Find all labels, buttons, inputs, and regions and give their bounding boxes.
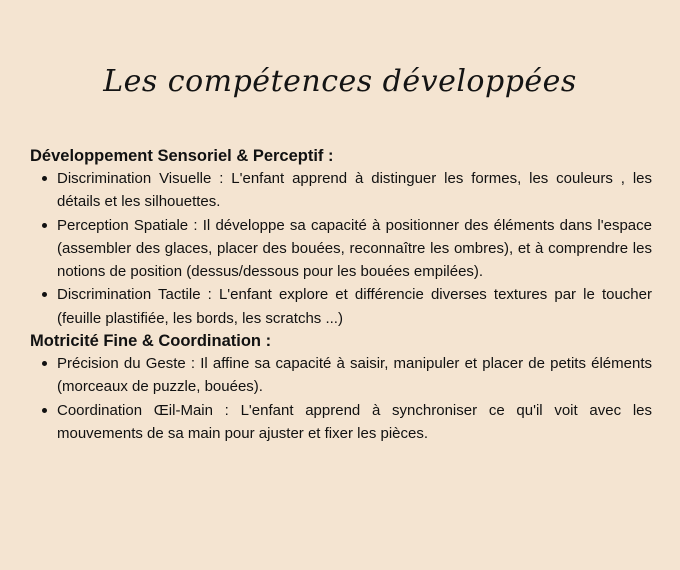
list-item: Discrimination Tactile : L'enfant explore et différencie diverses textures par le toucher (feuille plastifiée, les bords, les scratchs ...) <box>57 283 652 330</box>
bullet-list <box>30 352 652 445</box>
section-motricite-coordination <box>30 330 652 445</box>
bullet-list <box>30 167 652 330</box>
list-item: Discrimination Visuelle : L'enfant apprend à distinguer les formes, les couleurs , les détails et les silhouettes. <box>57 167 652 214</box>
list-item: Perception Spatiale : Il développe sa capacité à positionner des éléments dans l'espace (assembler des glaces, placer des bouées, reconnaître les ombres), et à comprendre les notions de position (dessus/dessous pour les bouées empilées). <box>57 214 652 284</box>
section-sensoriel-perceptif <box>30 145 652 330</box>
section-heading: Développement Sensoriel & Perceptif : <box>30 147 334 165</box>
content-body <box>30 145 652 445</box>
page-title: Les compétences développées <box>103 64 577 99</box>
list-item: Précision du Geste : Il affine sa capacité à saisir, manipuler et placer de petits éléments (morceaux de puzzle, bouées). <box>57 352 652 399</box>
list-item: Coordination Œil-Main : L'enfant apprend à synchroniser ce qu'il voit avec les mouvements de sa main pour ajuster et fixer les pièces. <box>57 399 652 446</box>
section-heading: Motricité Fine & Coordination : <box>30 332 272 351</box>
